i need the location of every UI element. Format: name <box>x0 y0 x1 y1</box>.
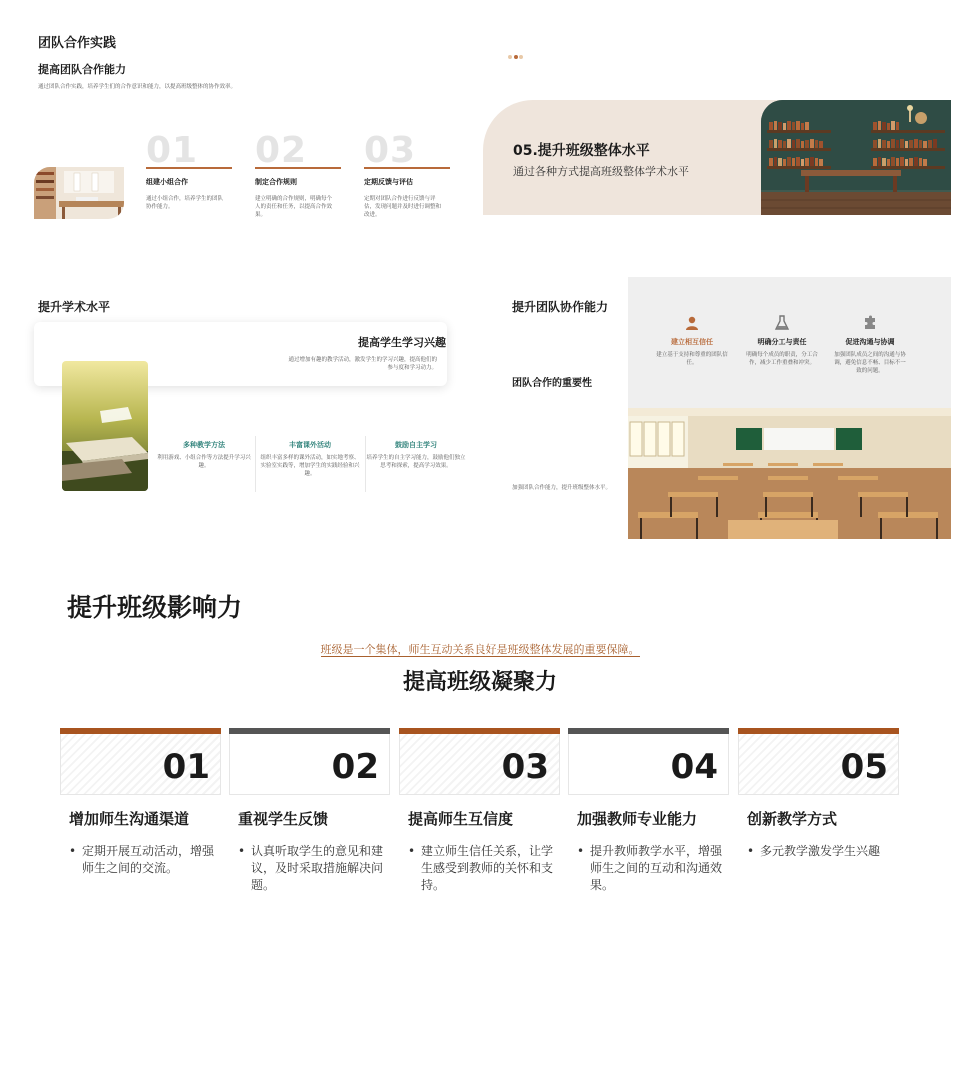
slide1-subtitle: 提高团队合作能力 <box>38 63 126 76</box>
pagination-dot-active <box>514 55 518 59</box>
slide3-card-title: 提高学生学习兴趣 <box>358 336 446 349</box>
card-bullets <box>60 843 221 877</box>
column-text: 加强团队成员之间的沟通与协调，避免信息不畅、目标不一致的问题。 <box>834 352 906 374</box>
card-number-box <box>738 734 899 795</box>
column-title: 丰富课外活动 <box>289 441 331 449</box>
card-number: 03 <box>501 747 549 787</box>
card-bullets <box>229 843 390 894</box>
classroom-image <box>628 408 951 539</box>
step-text: 建立明确的合作规则，明确每个人的责任和任务，以提高合作效果。 <box>255 195 333 218</box>
step-card-2 <box>255 130 343 219</box>
cohesion-card-2 <box>229 728 390 894</box>
column-title: 鼓励自主学习 <box>395 441 437 449</box>
card-number-box <box>229 734 390 795</box>
card-bullet: • 建立师生信任关系，让学生感受到教师的关怀和支持。 <box>408 843 558 894</box>
card-bullet: • 多元教学激发学生兴趣 <box>747 843 897 860</box>
column-text: 培养学生的自主学习能力，鼓励他们独立思考和探索，提高学习效果。 <box>366 455 466 469</box>
cohesion-card-4 <box>568 728 729 894</box>
column-divider <box>255 436 256 492</box>
library-image <box>34 167 124 219</box>
card-number: 01 <box>162 747 210 787</box>
slide1-title: 团队合作实践 <box>38 36 117 51</box>
cohesion-card-3 <box>399 728 560 894</box>
book-on-grass-image <box>62 361 148 491</box>
step-card-3 <box>364 130 452 219</box>
slide3-title: 提升学术水平 <box>38 300 111 314</box>
card-number-box <box>60 734 221 795</box>
column-title: 建立相互信任 <box>671 338 713 346</box>
step-number: 02 <box>255 130 308 171</box>
column-title: 明确分工与责任 <box>757 338 807 346</box>
card-title: 增加师生沟通渠道 <box>69 810 190 828</box>
cohesion-card-1 <box>60 728 221 877</box>
card-bullets <box>568 843 729 894</box>
slide5-intro-text: 班级是一个集体，师生互动关系良好是班级整体发展的重要保障。 <box>320 643 640 656</box>
column-text: 建立基于支持和尊重的团队信任。 <box>656 352 728 366</box>
step-title: 组建小组合作 <box>146 177 188 186</box>
slide3-column-2 <box>260 440 360 478</box>
slide1-description: 通过团队合作实践，培养学生们的合作意识和能力，以提高班级整体的协作效率。 <box>38 84 237 90</box>
card-number: 04 <box>670 747 718 787</box>
slide3-card-text: 通过增加有趣的教学活动，激发学生的学习兴趣，提高他们的参与度和学习动力。 <box>288 357 437 371</box>
slide4-column-2 <box>746 315 818 367</box>
slide2-heading: 05.提升班级整体水平 <box>513 143 650 159</box>
card-number: 02 <box>331 747 379 787</box>
column-text: 明确每个成员的职责，分工合作，减少工作重叠和冲突。 <box>746 352 818 366</box>
slide4-column-1 <box>656 315 728 367</box>
step-text: 通过小组合作，培养学生的团队协作能力。 <box>146 195 224 210</box>
slide2-text: 通过各种方式提高班级整体学术水平 <box>513 165 689 178</box>
step-card-1 <box>146 130 234 211</box>
puzzle-icon <box>862 315 878 331</box>
card-number: 05 <box>840 747 888 787</box>
step-number: 03 <box>364 130 417 171</box>
card-title: 重视学生反馈 <box>238 810 329 828</box>
flask-icon <box>774 315 790 331</box>
card-title: 创新教学方式 <box>747 810 838 828</box>
cohesion-card-5 <box>738 728 899 860</box>
card-bullet: • 提升教师教学水平，增强师生之间的互动和沟通效果。 <box>577 843 727 894</box>
step-text: 定期对团队合作进行反馈与评估，发现问题并及时进行调整和改进。 <box>364 195 442 218</box>
slide5-intro <box>0 641 960 657</box>
card-bullets <box>399 843 560 894</box>
bookshelf-image <box>761 100 951 215</box>
step-title: 制定合作规则 <box>255 177 297 186</box>
slide4-subtitle: 团队合作的重要性 <box>512 378 592 389</box>
step-title: 定期反馈与评估 <box>364 177 413 186</box>
card-number-box <box>399 734 560 795</box>
slide5-subtitle: 提高班级凝聚力 <box>402 670 557 695</box>
slide4-note: 加强团队合作能力，提升班级整体水平。 <box>512 485 612 491</box>
column-title: 促进沟通与协调 <box>845 338 895 346</box>
slide3-column-1 <box>154 440 254 470</box>
pagination-dot <box>508 55 512 59</box>
column-title: 多种教学方法 <box>183 441 225 449</box>
pagination-dot <box>519 55 523 59</box>
slide3-column-3 <box>366 440 466 470</box>
card-bullet: • 定期开展互动活动，增强师生之间的交流。 <box>69 843 219 877</box>
card-bullet: • 认真听取学生的意见和建议，及时采取措施解决问题。 <box>238 843 388 894</box>
person-icon <box>684 315 700 331</box>
pagination-dots <box>508 44 525 63</box>
card-title: 加强教师专业能力 <box>577 810 698 828</box>
slide5-title: 提升班级影响力 <box>67 593 243 622</box>
card-number-box <box>568 734 729 795</box>
column-text: 利用游戏、小组合作等方法提升学习兴趣。 <box>157 455 251 469</box>
slide4-title: 提升团队协作能力 <box>512 300 609 314</box>
column-text: 组织丰富多样的课外活动，如实地考察、实验室实践等，增加学生的实践经验和兴趣。 <box>260 455 360 477</box>
step-number: 01 <box>146 130 199 171</box>
card-title: 提高师生互信度 <box>408 810 514 828</box>
slide4-column-3 <box>834 315 906 375</box>
card-bullets <box>738 843 899 860</box>
